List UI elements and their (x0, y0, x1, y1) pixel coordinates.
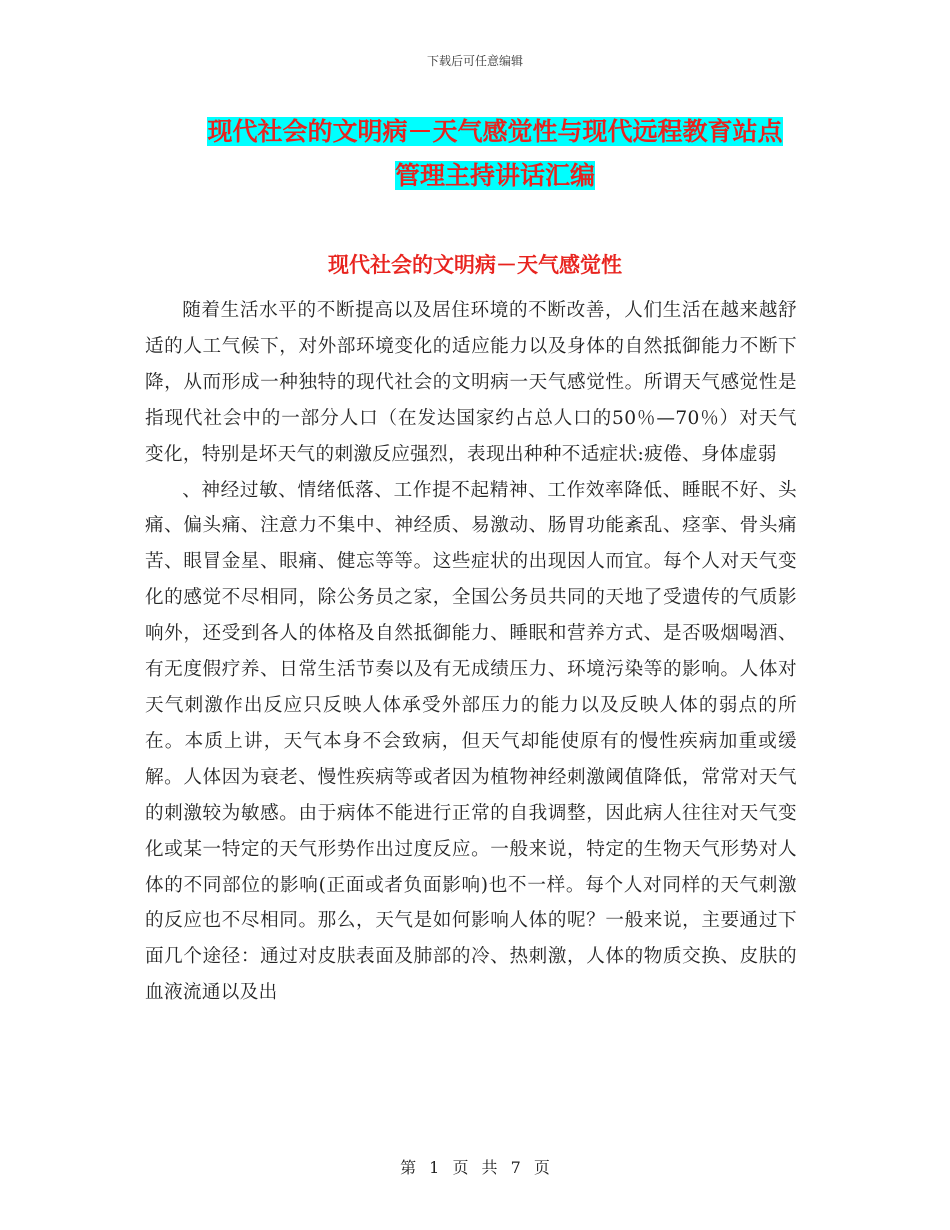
section-title: 现代社会的文明病－天气感觉性 (328, 253, 622, 277)
document-title (145, 110, 845, 198)
document-title-line-2: 管理主持讲话汇编 (394, 161, 595, 190)
body-paragraph-1: 随着生活水平的不断提高以及居住环境的不断改善，人们生活在越来越舒适的人工气候下，对外部环境变化的适应能力以及身体的自然抵御能力不断下降，从而形成一种独特的现代社会的文明病一天气感觉性。所谓天气感觉性是指现代社会中的一部分人口（在发达国家约占总人口的50％—70％）对天气变化，特别是坏天气的刺激反应强烈，表现出种种不适症状:疲倦、身体虚弱 (145, 300, 797, 465)
body-paragraph-2: 、神经过敏、情绪低落、工作提不起精神、工作效率降低、睡眠不好、头痛、偏头痛、注意力不集中、神经质、易激动、肠胃功能紊乱、痉挛、骨头痛苦、眼冒金星、眼痛、健忘等等。这些症状的出现因人而宜。每个人对天气变化的感觉不尽相同，除公务员之家，全国公务员共同的天地了受遗传的气质影响外，还受到各人的体格及自然抵御能力、睡眠和营养方式、是否吸烟喝酒、有无度假疗养、日常生活节奏以及有无成绩压力、环境污染等的影响。人体对天气刺激作出反应只反映人体承受外部压力的能力以及反映人体的弱点的所在。本质上讲，天气本身不会致病，但天气却能使原有的慢性疾病加重或缓解。人体因为衰老、慢性疾病等或者因为植物神经刺激阈值降低，常常对天气的刺激较为敏感。由于病体不能进行正常的自我调整，因此病人往往对天气变化或某一特定的天气形势作出过度反应。一般来说，特定的生物天气形势对人体的不同部位的影响(正面或者负面影响)也不一样。每个人对同样的天气刺激的反应也不尽相同。那么，天气是如何影响人体的呢？一般来说，主要通过下面几个途径：通过对皮肤表面及肺部的冷、热刺激，人体的物质交换、皮肤的血液流通以及出 (145, 479, 797, 1004)
page-footer-number: 第 1 页 共 7 页 (400, 1158, 550, 1177)
document-title-line-1: 现代社会的文明病－天气感觉性与现代远程教育站点 (207, 117, 783, 146)
page-header-note: 下载后可任意编辑 (426, 54, 523, 68)
document-body (145, 293, 797, 1011)
